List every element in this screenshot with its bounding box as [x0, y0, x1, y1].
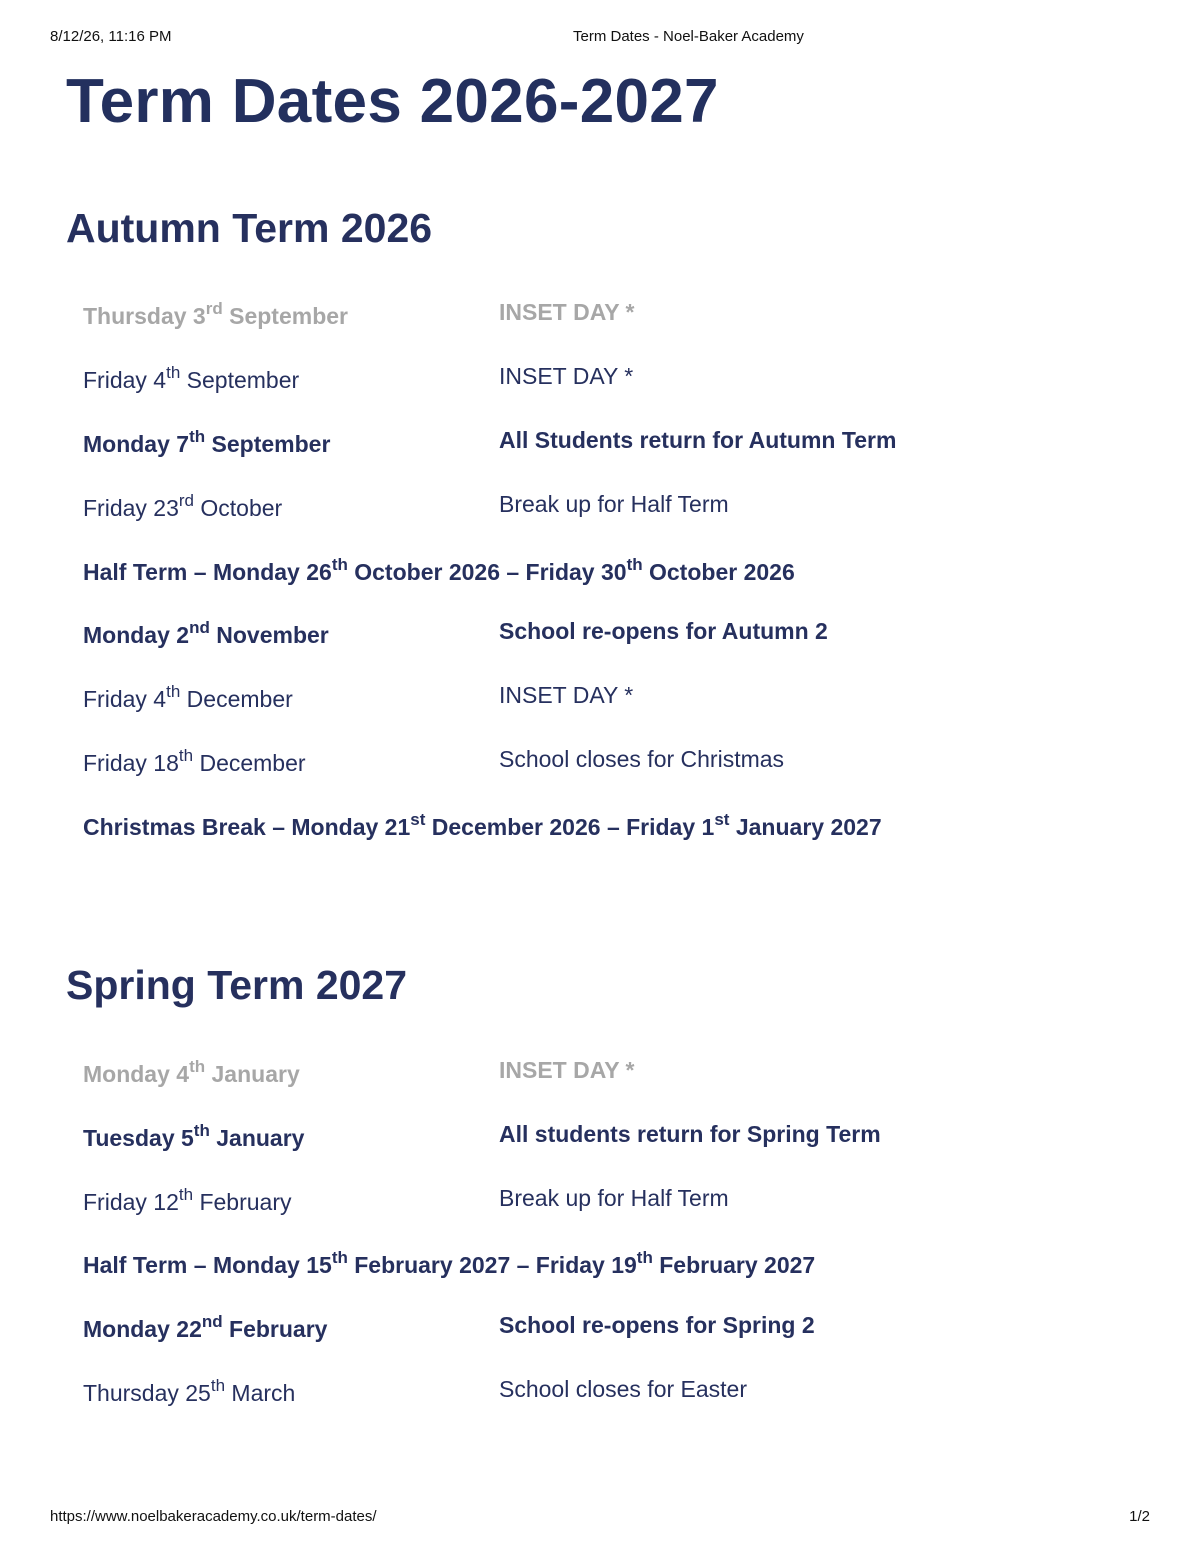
date-text: Thursday 3rd September: [83, 299, 348, 329]
date-text: Monday 22nd February: [83, 1312, 328, 1342]
term-row: [83, 1377, 1083, 1411]
spring-term-heading: Spring Term 2027: [66, 962, 408, 1008]
date-text: Friday 18th December: [83, 746, 306, 776]
half-term-text: Half Term – Monday 26th October 2026 – Friday 30th October 2026: [83, 555, 795, 585]
event-text: All Students return for Autumn Term: [499, 427, 897, 453]
term-row: [83, 1058, 1083, 1092]
event-text: School re-opens for Spring 2: [499, 1312, 815, 1338]
term-row: [83, 747, 1083, 781]
date-text: Friday 4th December: [83, 682, 293, 712]
date-text: Monday 2nd November: [83, 618, 329, 648]
autumn-term-heading: Autumn Term 2026: [66, 205, 433, 251]
term-row: [83, 1122, 1083, 1156]
print-footer: [50, 1508, 1150, 1528]
event-text: All students return for Spring Term: [499, 1121, 881, 1147]
event-text: School closes for Easter: [499, 1376, 748, 1402]
event-text: School re-opens for Autumn 2: [499, 618, 828, 644]
term-row: [83, 428, 1083, 462]
event-text: INSET DAY *: [499, 299, 635, 325]
print-header: [50, 28, 1150, 48]
term-row: [83, 300, 1083, 334]
print-datetime: 8/12/26, 11:16 PM: [50, 28, 172, 45]
christmas-break-row: [83, 811, 1083, 845]
date-text: Tuesday 5th January: [83, 1121, 305, 1151]
term-row: [83, 619, 1083, 653]
date-text: Monday 7th September: [83, 427, 331, 457]
date-text: Monday 4th January: [83, 1057, 300, 1087]
event-text: School closes for Christmas: [499, 746, 785, 772]
half-term-row: [83, 1249, 1083, 1283]
event-text: Break up for Half Term: [499, 1185, 729, 1211]
date-text: Thursday 25th March: [83, 1376, 296, 1406]
date-text: Friday 23rd October: [83, 491, 283, 521]
half-term-row: [83, 556, 1083, 590]
christmas-break-text: Christmas Break – Monday 21st December 2026 – Friday 1st January 2027: [83, 810, 882, 840]
page-title: Term Dates 2026-2027: [66, 67, 719, 136]
event-text: INSET DAY *: [499, 682, 634, 708]
term-row: [83, 364, 1083, 398]
event-text: INSET DAY *: [499, 363, 634, 389]
page-count: 1/2: [1129, 1508, 1150, 1525]
half-term-text: Half Term – Monday 15th February 2027 – Friday 19th February 2027: [83, 1248, 816, 1278]
date-text: Friday 4th September: [83, 363, 300, 393]
page-url: https://www.noelbakeracademy.co.uk/term-dates/: [50, 1508, 377, 1525]
term-row: [83, 683, 1083, 717]
event-text: Break up for Half Term: [499, 491, 729, 517]
date-text: Friday 12th February: [83, 1185, 292, 1215]
term-row: [83, 1186, 1083, 1220]
term-row: [83, 492, 1083, 526]
term-row: [83, 1313, 1083, 1347]
event-text: INSET DAY *: [499, 1057, 635, 1083]
print-page-title: Term Dates - Noel-Baker Academy: [573, 28, 804, 45]
